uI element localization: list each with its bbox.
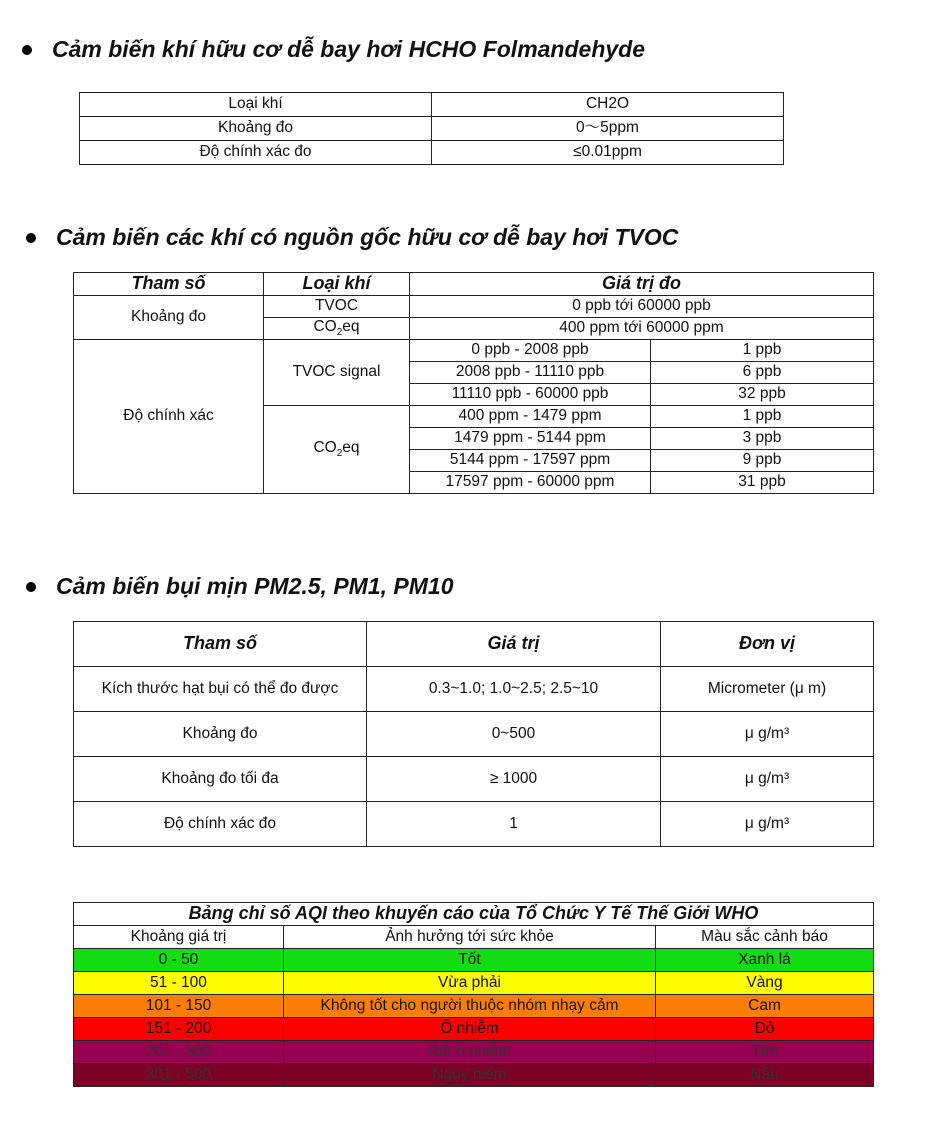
- aqi-range-cell: 101 - 150: [74, 995, 284, 1018]
- table-cell: Loại khí: [80, 93, 432, 117]
- column-header: Đơn vị: [661, 622, 874, 667]
- bullet-icon: [26, 233, 36, 243]
- range-cell: 2008 ppb - 11110 ppb: [410, 361, 651, 383]
- aqi-effect-cell: Nguy hiểm: [284, 1064, 656, 1087]
- table-row: [74, 802, 874, 847]
- value-cell: 400 ppm tới 60000 ppm: [410, 317, 874, 339]
- accuracy-cell: 6 ppb: [651, 361, 874, 383]
- table-cell: Khoảng đo: [80, 117, 432, 141]
- column-header: Ảnh hưởng tới sức khỏe: [284, 926, 656, 949]
- table-row: [80, 117, 784, 141]
- range-cell: 11110 ppb - 60000 ppb: [410, 383, 651, 405]
- table-header-row: [74, 273, 874, 296]
- table-cell: Độ chính xác đo: [80, 141, 432, 165]
- aqi-effect-cell: Không tốt cho người thuộc nhóm nhạy cảm: [284, 995, 656, 1018]
- accuracy-label: Độ chính xác: [74, 339, 264, 493]
- hcho-heading-text: Cảm biến khí hữu cơ dễ bay hơi HCHO Folmandehyde: [52, 36, 646, 62]
- table-row: [80, 141, 784, 165]
- table-cell: ≥ 1000: [367, 757, 661, 802]
- range-label: Khoảng đo: [74, 295, 264, 339]
- range-cell: 1479 ppm - 5144 ppm: [410, 427, 651, 449]
- accuracy-cell: 31 ppb: [651, 471, 874, 493]
- range-cell: 400 ppm - 1479 ppm: [410, 405, 651, 427]
- table-cell: Micrometer (μ m): [661, 667, 874, 712]
- column-header: Khoảng giá trị: [74, 926, 284, 949]
- aqi-range-cell: 301 - 500: [74, 1064, 284, 1087]
- bullet-icon: [22, 45, 32, 55]
- table-row: [74, 339, 874, 361]
- aqi-color-cell: Tím: [656, 1041, 874, 1064]
- aqi-range-cell: 51 - 100: [74, 972, 284, 995]
- aqi-table-body: [74, 949, 874, 1087]
- table-cell: Khoảng đo tối đa: [74, 757, 367, 802]
- tvoc-table: [73, 272, 874, 494]
- table-cell: μ g/m³: [661, 712, 874, 757]
- table-row: [80, 93, 784, 117]
- aqi-range-cell: 201 - 300: [74, 1041, 284, 1064]
- aqi-row: [74, 1064, 874, 1087]
- table-header-row: [74, 926, 874, 949]
- aqi-row: [74, 1018, 874, 1041]
- accuracy-cell: 1 ppb: [651, 339, 874, 361]
- tvoc-heading-text: Cảm biến các khí có nguồn gốc hữu cơ dễ bay hơi TVOC: [56, 224, 679, 250]
- accuracy-cell: 1 ppb: [651, 405, 874, 427]
- table-cell: CH2O: [432, 93, 784, 117]
- tvoc-section-heading: [26, 224, 678, 251]
- aqi-color-cell: Đỏ: [656, 1018, 874, 1041]
- aqi-range-cell: 151 - 200: [74, 1018, 284, 1041]
- table-header-row: [74, 622, 874, 667]
- table-cell: μ g/m³: [661, 757, 874, 802]
- table-cell: ≤0.01ppm: [432, 141, 784, 165]
- table-cell: Khoảng đo: [74, 712, 367, 757]
- range-cell: 17597 ppm - 60000 ppm: [410, 471, 651, 493]
- gas-cell: TVOC: [264, 295, 410, 317]
- aqi-effect-cell: Tốt: [284, 949, 656, 972]
- table-cell: 0～5ppm: [432, 117, 784, 141]
- aqi-effect-cell: Vừa phải: [284, 972, 656, 995]
- table-row: [74, 757, 874, 802]
- column-header: Màu sắc cảnh báo: [656, 926, 874, 949]
- value-cell: 0 ppb tới 60000 ppb: [410, 295, 874, 317]
- column-header: Tham số: [74, 273, 264, 296]
- aqi-row: [74, 949, 874, 972]
- range-cell: 0 ppb - 2008 ppb: [410, 339, 651, 361]
- pm-table: [73, 621, 874, 847]
- aqi-effect-cell: Rất ô nhiễm: [284, 1041, 656, 1064]
- table-row: [74, 712, 874, 757]
- pm-heading-text: Cảm biến bụi mịn PM2.5, PM1, PM10: [56, 573, 454, 599]
- table-row: [74, 295, 874, 317]
- aqi-row: [74, 1041, 874, 1064]
- column-header: Loại khí: [264, 273, 410, 296]
- tvoc-signal-label: TVOC signal: [264, 339, 410, 405]
- column-header: Giá trị đo: [410, 273, 874, 296]
- table-title-row: [74, 903, 874, 926]
- pm-section-heading: [26, 573, 453, 600]
- hcho-table: [79, 92, 784, 165]
- aqi-color-cell: Xanh lá: [656, 949, 874, 972]
- accuracy-cell: 9 ppb: [651, 449, 874, 471]
- aqi-color-cell: Nâu: [656, 1064, 874, 1087]
- range-cell: 5144 ppm - 17597 ppm: [410, 449, 651, 471]
- accuracy-cell: 3 ppb: [651, 427, 874, 449]
- table-cell: 1: [367, 802, 661, 847]
- accuracy-cell: 32 ppb: [651, 383, 874, 405]
- aqi-color-cell: Cam: [656, 995, 874, 1018]
- aqi-row: [74, 972, 874, 995]
- aqi-table-title: Bảng chỉ số AQI theo khuyến cáo của Tổ Chức Y Tế Thế Giới WHO: [74, 903, 874, 926]
- aqi-color-cell: Vàng: [656, 972, 874, 995]
- aqi-table: [73, 902, 874, 1087]
- table-cell: Kích thước hạt bụi có thể đo được: [74, 667, 367, 712]
- aqi-effect-cell: Ô nhiễm: [284, 1018, 656, 1041]
- aqi-range-cell: 0 - 50: [74, 949, 284, 972]
- hcho-section-heading: [22, 36, 645, 63]
- bullet-icon: [26, 582, 36, 592]
- column-header: Giá trị: [367, 622, 661, 667]
- co2-label: $CO_2eq$: [264, 405, 410, 493]
- column-header: Tham số: [74, 622, 367, 667]
- gas-cell: $CO_2eq$: [264, 317, 410, 339]
- table-row: [74, 667, 874, 712]
- table-cell: μ g/m³: [661, 802, 874, 847]
- table-cell: Độ chính xác đo: [74, 802, 367, 847]
- table-cell: 0.3~1.0; 1.0~2.5; 2.5~10: [367, 667, 661, 712]
- aqi-row: [74, 995, 874, 1018]
- table-cell: 0~500: [367, 712, 661, 757]
